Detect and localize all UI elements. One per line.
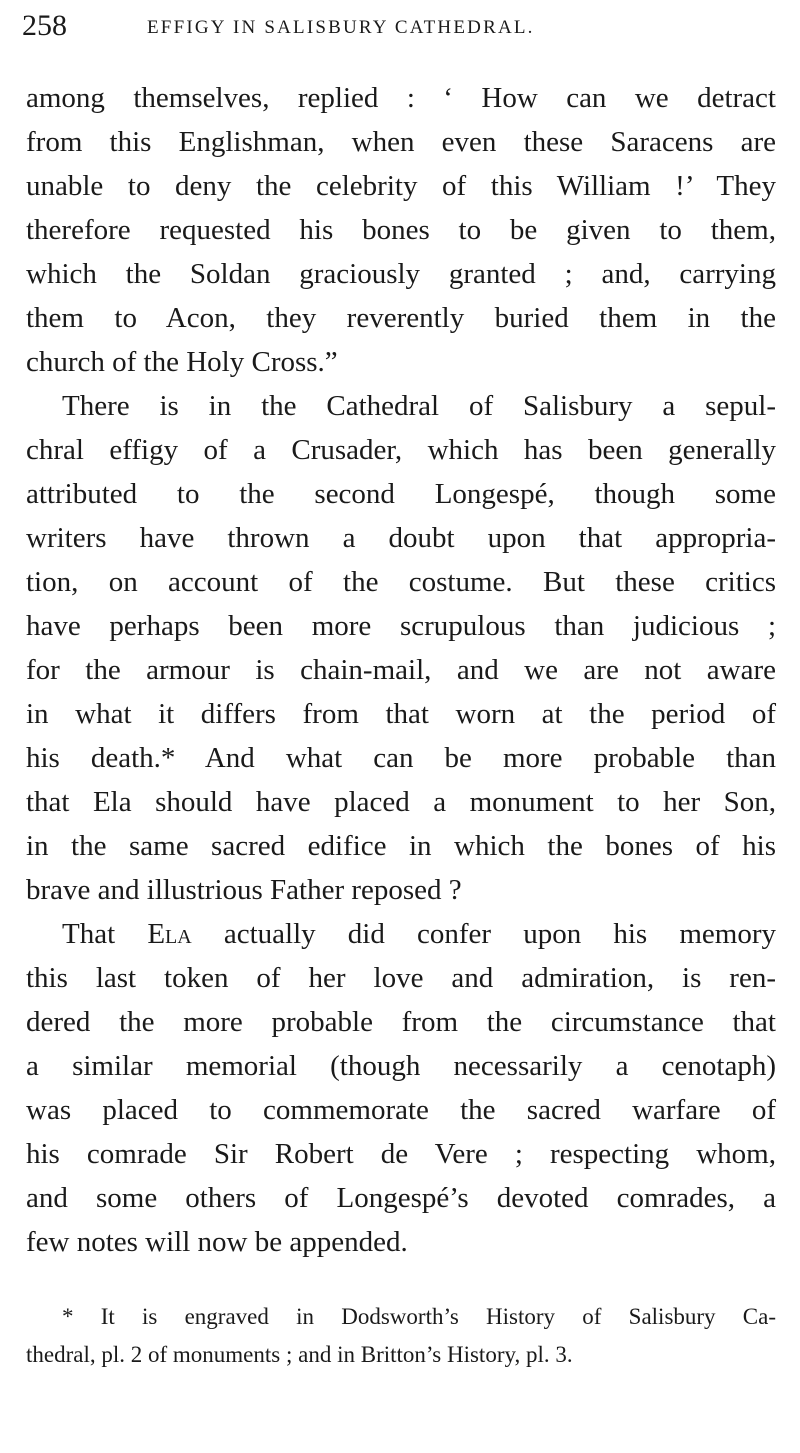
text-line: in the same sacred edifice in which the bones of his <box>26 830 776 862</box>
name-smallcaps: Ela <box>147 918 192 950</box>
text-line: and some others of Longespé’s devoted comrades, a <box>26 1182 776 1214</box>
page-number: 258 <box>22 9 67 42</box>
text-line: There is in the Cathedral of Salisbury a sepul- <box>62 390 776 422</box>
text-line: from this Englishman, when even these Saracens are <box>26 126 776 158</box>
text-line: dered the more probable from the circumstance that <box>26 1006 776 1038</box>
text-line: brave and illustrious Father reposed ? <box>26 874 462 906</box>
text-fragment: actually did confer upon his memory <box>191 918 776 950</box>
text-line: for the armour is chain-mail, and we are not aware <box>26 654 776 686</box>
text-line: writers have thrown a doubt upon that appropria- <box>26 522 776 554</box>
running-title: EFFIGY IN SALISBURY CATHEDRAL. <box>147 17 535 38</box>
text-line: was placed to commemorate the sacred warfare of <box>26 1094 776 1126</box>
text-line: church of the Holy Cross.” <box>26 346 338 378</box>
text-line: have perhaps been more scrupulous than judicious ; <box>26 610 776 642</box>
text-line: which the Soldan graciously granted ; and, carrying <box>26 258 776 290</box>
text-line: a similar memorial (though necessarily a cenotaph) <box>26 1050 776 1082</box>
text-line: among themselves, replied : ‘ How can we detract <box>26 82 776 114</box>
text-line: in what it differs from that worn at the period of <box>26 698 776 730</box>
text-fragment: That <box>62 918 148 950</box>
footnote-line: thedral, pl. 2 of monuments ; and in Britton’s History, pl. 3. <box>26 1342 573 1367</box>
footnote-line: * It is engraved in Dodsworth’s History of Salisbury Ca- <box>62 1304 776 1329</box>
text-line: that Ela should have placed a monument to her Son, <box>26 786 776 818</box>
paragraph <box>26 76 776 384</box>
running-head <box>22 8 782 44</box>
text-line: this last token of her love and admiration, is ren- <box>26 962 776 994</box>
text-line: attributed to the second Longespé, though some <box>26 478 776 510</box>
paragraph <box>26 384 776 912</box>
text-line: tion, on account of the costume. But these critics <box>26 566 776 598</box>
text-line: therefore requested his bones to be given to them, <box>26 214 776 246</box>
text-line: few notes will now be appended. <box>26 1226 408 1258</box>
text-line: unable to deny the celebrity of this William !’ They <box>26 170 776 202</box>
footnote <box>26 1298 776 1374</box>
text-line: his comrade Sir Robert de Vere ; respecting whom, <box>26 1138 776 1170</box>
text-line: his death.* And what can be more probable than <box>26 742 776 774</box>
body-text <box>26 76 776 1264</box>
text-line: chral effigy of a Crusader, which has been generally <box>26 434 776 466</box>
text-line-first <box>26 912 776 956</box>
text-line: them to Acon, they reverently buried them in the <box>26 302 776 334</box>
paragraph <box>26 912 776 1264</box>
